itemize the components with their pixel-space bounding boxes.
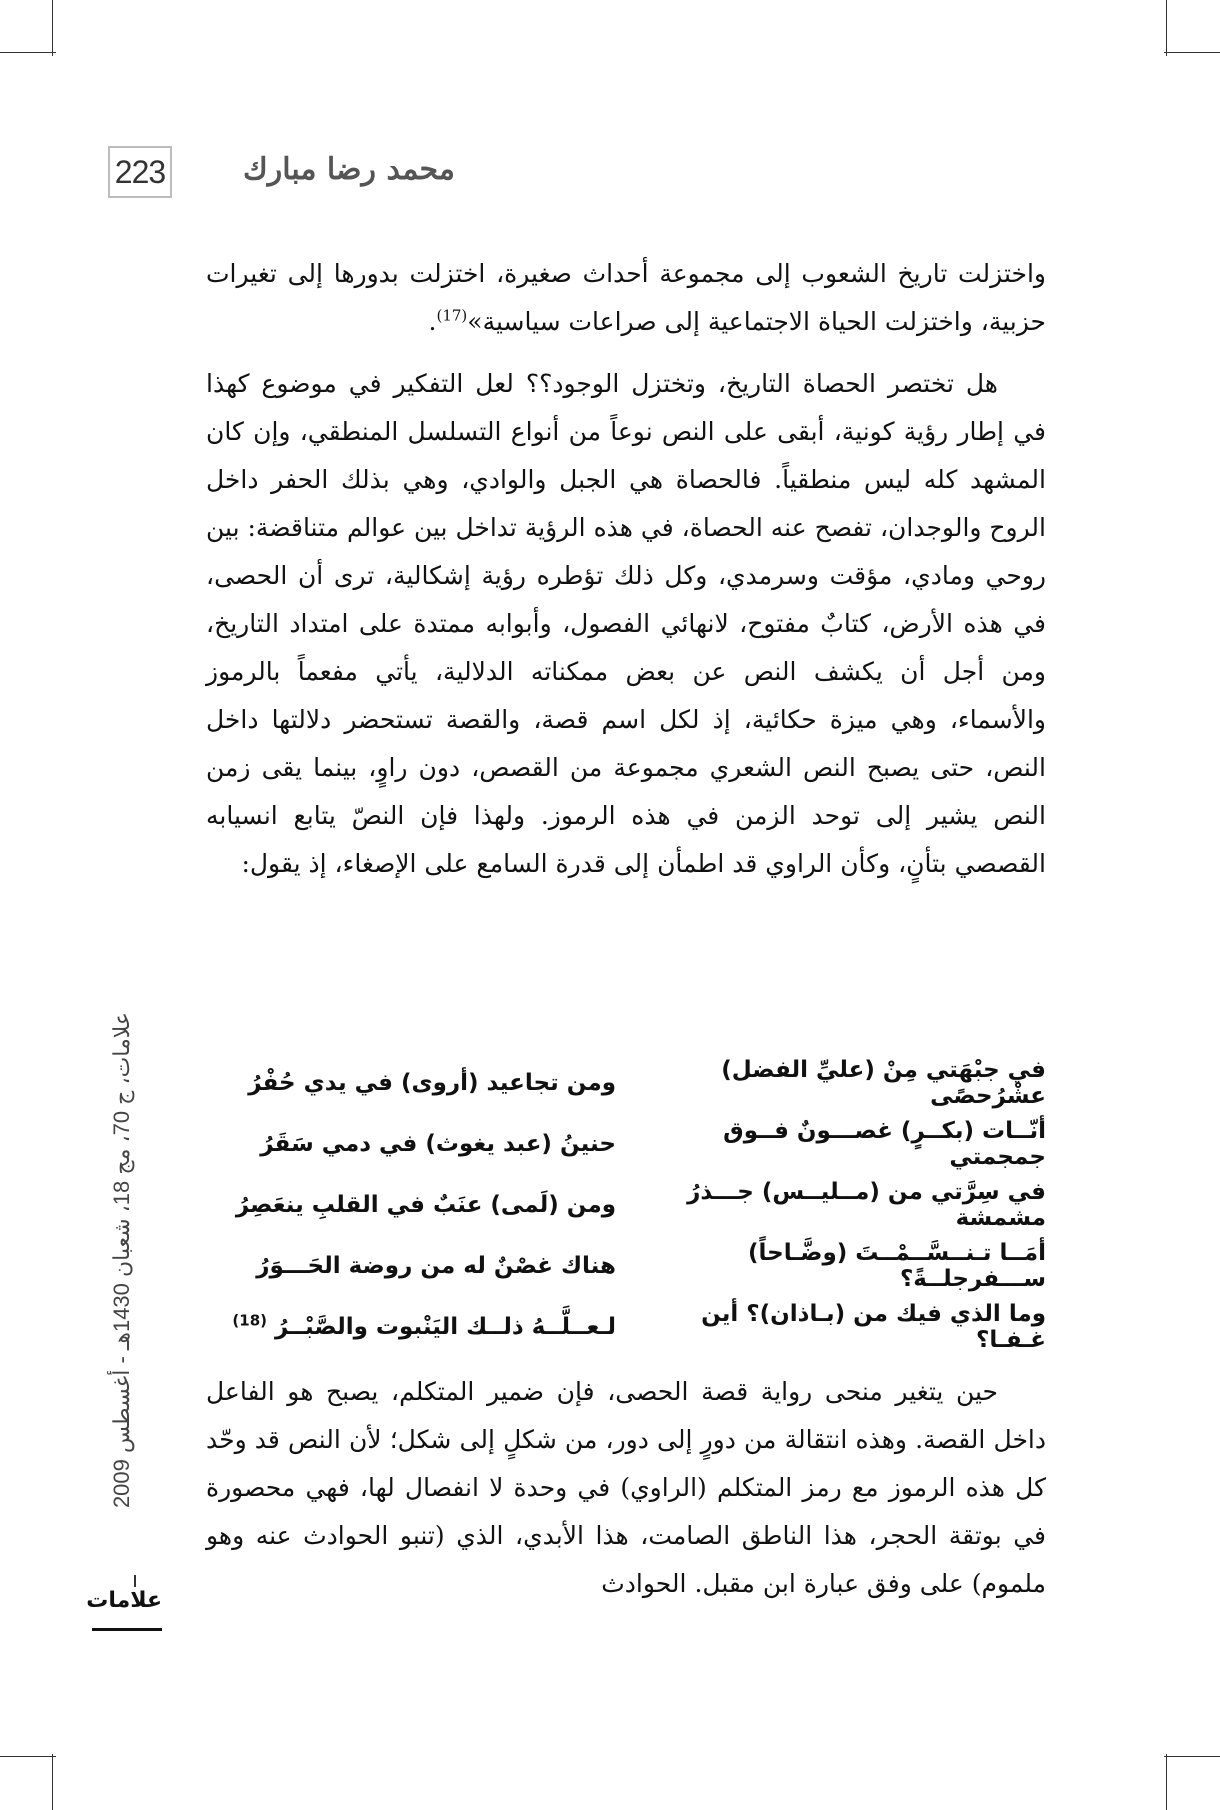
hemistich-second: هناك غصْنٌ له من روضة الحَـــوَرُ	[256, 1252, 616, 1279]
hemistich-first: أنّــات (بكــرٍ) غصـــونٌ فــوق جمجمتي	[723, 1117, 1046, 1170]
hemistich-second: حنينُ (عبد يغوث) في دمي سَقَرُ	[260, 1130, 616, 1157]
hemistich-first: في سِرَّتي من (مــليــس) جـــذرُ مشمشة	[687, 1178, 1046, 1231]
hemistich-second: ومن تجاعيد (أروى) في يدي حُفْرُ	[248, 1069, 616, 1096]
page-number: 223	[108, 146, 172, 198]
footnote-ref: (17)	[436, 306, 468, 325]
crop-mark	[1166, 0, 1167, 56]
journal-citation	[92, 950, 152, 1570]
poem-verse	[206, 1235, 1046, 1296]
paragraph-text: واختزلت تاريخ الشعوب إلى مجموعة أحداث صغيرة، اختزلت بدورها إلى تغيرات حزبية، واختزلت الحياة الاجتماعية إلى صراعات سياسية»	[206, 259, 1046, 336]
poem-verse	[206, 1296, 1046, 1357]
crop-mark	[0, 52, 56, 53]
paragraph	[206, 250, 1046, 346]
poem-verse	[206, 1174, 1046, 1235]
crop-mark	[52, 1754, 53, 1810]
paragraph: حين يتغير منحى رواية قصة الحصى، فإن ضمير المتكلم، يصبح هو الفاعل داخل القصة. وهذه انتقالة من دورٍ إلى دور، من شكلٍ إلى شكل؛ لأن النص قد وحّد كل هذه الرموز مع رمز المتكلم (الراوي) في وحدة لا انفصال لها، فهي محصورة في بوتقة الحجر، هذا الناطق الصامت، هذا الأبدي، الذي (تنبو الحوادث عنه وهو ملموم) على وفق عبارة ابن مقبل. الحوادث	[206, 1377, 1046, 1598]
body-text-upper	[206, 250, 1046, 888]
crop-mark	[1164, 1756, 1220, 1757]
footnote-ref: (18)	[232, 1310, 267, 1329]
hemistich-first: أمَــا تـنــسَّــمْــتَ (وضَّـاحاً) ســـفرجلــةً؟	[748, 1239, 1046, 1292]
crop-mark	[1164, 52, 1220, 53]
poem-verses	[206, 1052, 1046, 1357]
paragraph-end: .	[428, 307, 437, 336]
journal-citation-text: علامات، ج 70، مج 18، شعبان 1430هـ - أغسطس 2009	[109, 1011, 135, 1509]
running-head-author: محمد رضا مبارك	[243, 152, 455, 187]
poem-verse	[206, 1113, 1046, 1174]
crop-mark	[1166, 1754, 1167, 1810]
body-text-lower	[206, 1368, 1046, 1608]
hemistich-text: لـعــلَّــهُ ذلــك اليَنْبوت والصَّبْــرُ	[275, 1313, 616, 1340]
hemistich-first: وما الذي فيك من (بـاذان)؟ أين غـفـا؟	[701, 1300, 1046, 1353]
poem-verse	[206, 1052, 1046, 1113]
crop-mark	[52, 0, 53, 56]
crop-mark	[0, 1756, 56, 1757]
paragraph: هل تختصر الحصاة التاريخ، وتختزل الوجود؟؟ لعل التفكير في موضوع كهذا في إطار رؤية كونية، أبقى على النص نوعاً من أنواع التسلسل المنطقي، وإن كان المشهد كله ليس منطقياً. فالحصاة هي الجبل والوادي، وهي بذلك الحفر داخل الروح والوجدان، تفصح عنه الحصاة، في هذه الرؤية تداخل بين عوالم متناقضة: بين روحي ومادي، مؤقت وسرمدي، وكل ذلك تؤطره رؤية إشكالية، ترى أن الحصى، في هذه الأرض، كتابٌ مفتوح، لانهائي الفصول، وأبوابه ممتدة على امتداد التاريخ، ومن أجل أن يكشف النص عن بعض ممكناته الدلالية، يأتي مفعماً بالرموز والأسماء، وهي ميزة حكائية، إذ لكل اسم قصة، والقصة تستحضر دلالتها داخل النص، حتى يصبح النص الشعري مجموعة من القصص، دون راوٍ، بينما يقى زمن النص يشير إلى توحد الزمن في هذه الرموز. ولهذا فإن النصّ يتابع انسيابه القصصي بتأنٍ، وكأن الراوي قد اطمأن إلى قدرة السامع على الإصغاء، إذ يقول:	[206, 369, 1046, 878]
journal-logo: علامات	[92, 1588, 162, 1631]
hemistich-second	[206, 1310, 636, 1340]
divider	[134, 1575, 136, 1587]
hemistich-second: ومن (لَمى) عنَبٌ في القلبِ ينعَصِرُ	[235, 1191, 616, 1218]
hemistich-first: في جبْهَتي مِنْ (عليِّ الفضل) عشْرُحصًى	[721, 1056, 1046, 1109]
